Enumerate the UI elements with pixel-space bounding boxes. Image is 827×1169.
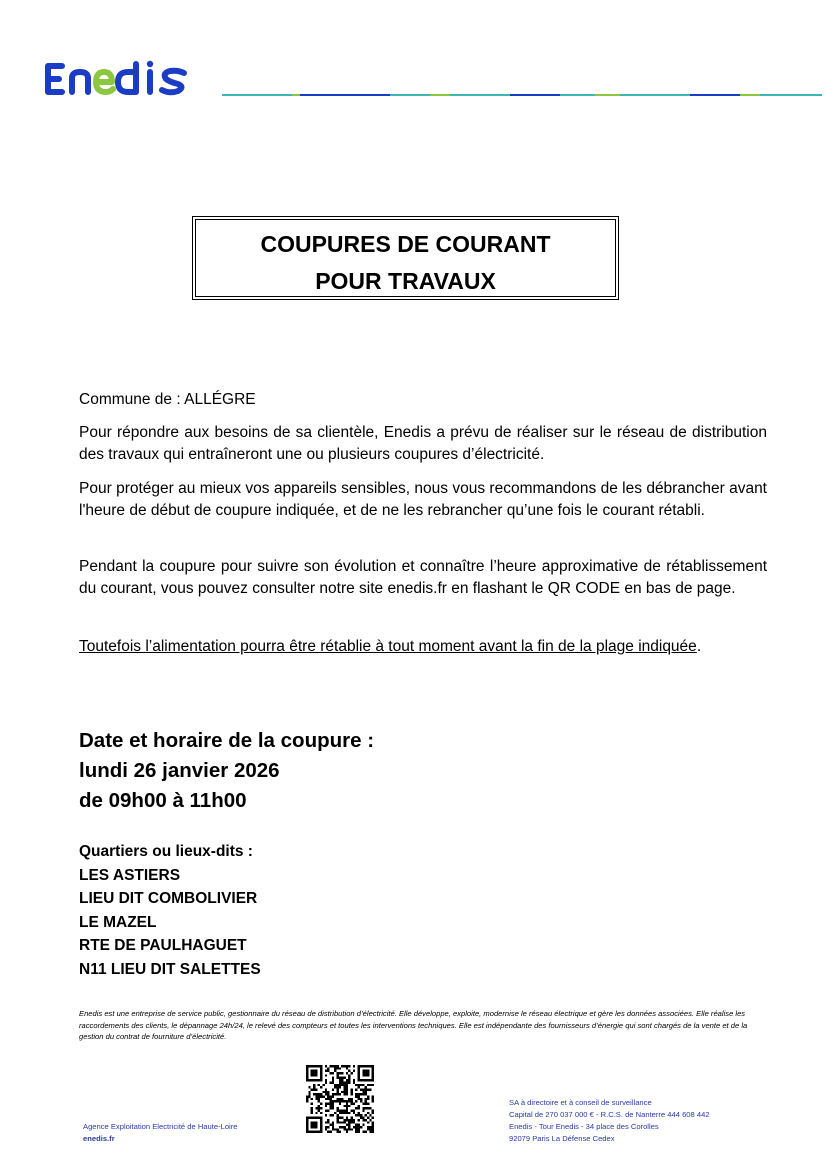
company-line: 92079 Paris La Défense Cedex bbox=[509, 1134, 615, 1143]
affected-places bbox=[79, 840, 679, 981]
company-line: SA à directoire et à conseil de surveillance bbox=[509, 1098, 652, 1107]
outage-schedule bbox=[79, 726, 679, 816]
place-item: N11 LIEU DIT SALETTES bbox=[79, 960, 261, 978]
outage-date: lundi 26 janvier 2026 bbox=[79, 759, 280, 782]
website-link[interactable]: enedis.fr bbox=[83, 1133, 115, 1143]
legal-notice: Enedis est une entreprise de service public, gestionnaire du réseau de distribution d’électricité. Elle développe, exploite, modernise le réseau électrique et gère les données associées. Elle réalise les raccordements des clients, le dépannage 24h/24, le relevé des compteurs et toutes les interventions techniques. Elle est indépendante des fournisseurs d’énergie qui sont chargés de la vente et de la gestion du contrat de fourniture d’électricité. bbox=[79, 1009, 748, 1041]
paragraph-warning bbox=[79, 636, 767, 658]
commune-line: Commune de : ALLÉGRE bbox=[79, 391, 256, 408]
paragraph-advice: Pour protéger au mieux vos appareils sensibles, nous vous recommandons de les débrancher avant l'heure de début de coupure indiquée, et de ne les rebrancher qu’une fois le courant rétabli. bbox=[79, 480, 767, 519]
notice-title-line1: COUPURES DE COURANT bbox=[260, 231, 551, 257]
warning-period: . bbox=[696, 638, 702, 655]
company-line: Capital de 270 037 000 € - R.C.S. de Nanterre 444 608 442 bbox=[509, 1110, 710, 1119]
company-line: Enedis - Tour Enedis - 34 place des Corolles bbox=[509, 1122, 659, 1131]
place-item: LIEU DIT COMBOLIVIER bbox=[79, 890, 258, 907]
warning-text: Toutefois l’alimentation pourra être rétablie à tout moment avant la fin de la plage indiquée bbox=[79, 638, 697, 655]
qr-code[interactable] bbox=[306, 1065, 374, 1133]
notice-title-line2: POUR TRAVAUX bbox=[315, 268, 496, 294]
places-heading: Quartiers ou lieux-dits : bbox=[79, 843, 253, 860]
company-info bbox=[509, 1097, 710, 1145]
place-item: RTE DE PAULHAGUET bbox=[79, 937, 247, 954]
notice-title-box bbox=[195, 219, 616, 297]
paragraph-qr-info: Pendant la coupure pour suivre son évolution et connaître l’heure approximative de rétablissement du courant, vous pouvez consulter notre site enedis.fr en flashant le QR CODE en bas de page. bbox=[79, 558, 767, 597]
enedis-logo bbox=[40, 58, 216, 100]
place-item: LES ASTIERS bbox=[79, 866, 181, 884]
agency-block bbox=[83, 1121, 238, 1144]
outage-heading: Date et horaire de la coupure : bbox=[79, 729, 375, 752]
outage-time: de 09h00 à 11h00 bbox=[79, 789, 247, 812]
place-item: LE MAZEL bbox=[79, 913, 157, 931]
brand-divider-line bbox=[222, 94, 822, 96]
paragraph-intro: Pour répondre aux besoins de sa clientèle, Enedis a prévu de réaliser sur le réseau de distribution des travaux qui entraîneront une ou plusieurs coupures d’électricité. bbox=[79, 424, 767, 463]
agency-name: Agence Exploitation Electricité de Haute-Loire bbox=[83, 1122, 238, 1131]
